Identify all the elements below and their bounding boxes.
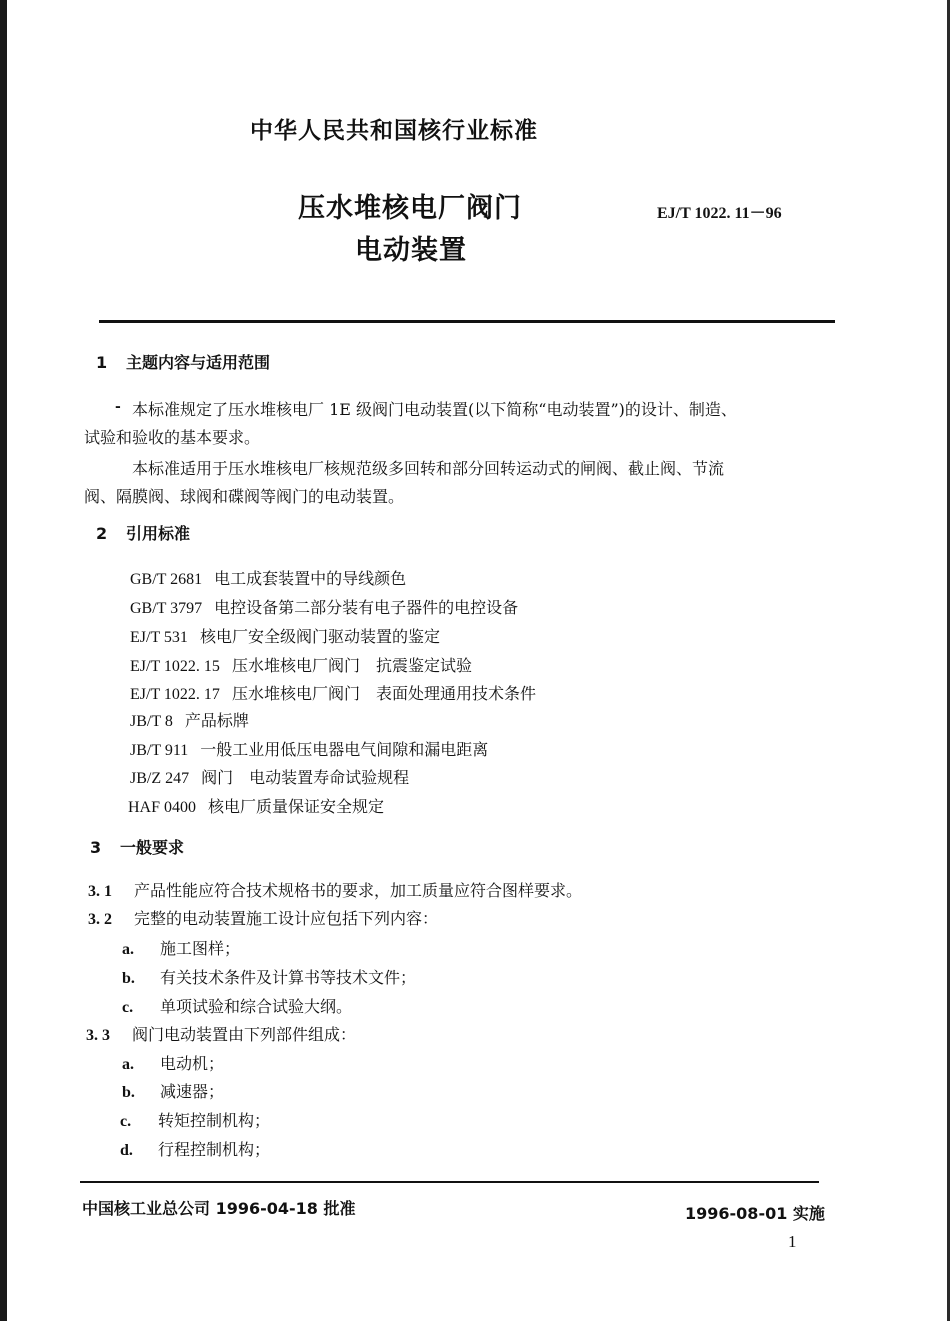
section-number: 2 — [96, 524, 108, 543]
list-item-text: 行程控制机构； — [158, 1140, 271, 1159]
clause-3-2 — [88, 906, 438, 929]
standard-number: EJ/T 1022. 11－96 — [657, 205, 782, 222]
list-item-text: 电动机； — [160, 1054, 225, 1073]
clause-text: 完整的电动装置施工设计应包括下列内容： — [134, 909, 439, 928]
reference-title: 一般工业用低压电器电气间隙和漏电距离 — [200, 740, 489, 759]
clause-text: 阀门电动装置由下列部件组成： — [132, 1025, 357, 1044]
list-item — [122, 994, 352, 1017]
reference-item — [130, 737, 488, 760]
reference-code: EJ/T 1022. 15 — [130, 658, 220, 675]
paragraph-2-line-1: 本标准适用于压水堆核电厂核规范级多回转和部分回转运动式的闸阀、截止阀、节流 — [132, 459, 725, 478]
reference-code: EJ/T 1022. 17 — [130, 686, 220, 703]
list-item — [122, 1051, 224, 1074]
scan-left-edge — [0, 0, 7, 1321]
reference-title: 压水堆核电厂阀门 表面处理通用技术条件 — [231, 684, 536, 703]
reference-code: EJ/T 531 — [130, 629, 188, 646]
scan-mark: - — [115, 399, 121, 415]
approval-line: 中国核工业总公司 1996-04-18 批准 — [82, 1199, 356, 1218]
list-item-label: d. — [120, 1142, 133, 1159]
footer-divider — [80, 1181, 819, 1183]
list-item-label: c. — [122, 999, 134, 1016]
reference-code: JB/Z 247 — [130, 770, 190, 787]
reference-code: JB/T 8 — [130, 713, 173, 730]
section-title: 引用标准 — [126, 524, 191, 543]
list-item — [122, 1079, 224, 1102]
section-2-heading — [96, 521, 190, 544]
page-number: 1 — [788, 1232, 797, 1251]
list-item-text: 单项试验和综合试验大纲。 — [160, 997, 353, 1016]
clause-number: 3. 2 — [88, 911, 112, 928]
list-item-label: b. — [122, 970, 135, 987]
paragraph-1-line-1: 本标准规定了压水堆核电厂 1E 级阀门电动装置(以下简称“电动装置”)的设计、制造、 — [132, 400, 737, 419]
reference-code: GB/T 2681 — [130, 571, 203, 588]
reference-title: 电工成套装置中的导线颜色 — [214, 569, 407, 588]
list-item-text: 转矩控制机构； — [158, 1111, 271, 1130]
reference-title: 核电厂安全级阀门驱动装置的鉴定 — [199, 627, 440, 646]
section-3-heading — [90, 835, 184, 858]
reference-title: 产品标牌 — [184, 711, 249, 730]
list-item-label: a. — [122, 941, 134, 958]
paragraph-1-line-2: 试验和验收的基本要求。 — [84, 428, 261, 447]
reference-title: 阀门 电动装置寿命试验规程 — [201, 768, 410, 787]
reference-code: JB/T 911 — [130, 742, 189, 759]
document-title-line2: 电动装置 — [355, 235, 467, 266]
reference-item — [130, 653, 472, 676]
reference-item — [128, 794, 384, 817]
section-title: 一般要求 — [120, 838, 185, 857]
list-item-text: 减速器； — [160, 1082, 225, 1101]
reference-item — [130, 681, 536, 704]
clause-3-3 — [86, 1022, 356, 1045]
list-item-label: a. — [122, 1056, 134, 1073]
document-header: 中华人民共和国核行业标准 — [250, 118, 538, 144]
list-item-text: 有关技术条件及计算书等技术文件； — [160, 968, 417, 987]
reference-code: GB/T 3797 — [130, 600, 203, 617]
list-item — [120, 1137, 270, 1160]
section-title: 主题内容与适用范围 — [126, 353, 271, 372]
list-item — [120, 1108, 270, 1131]
clause-3-1 — [88, 878, 582, 901]
paragraph-2-line-2: 阀、隔膜阀、球阀和碟阀等阀门的电动装置。 — [84, 487, 405, 506]
list-item — [122, 936, 240, 959]
section-number: 3 — [90, 838, 102, 857]
list-item — [122, 965, 416, 988]
section-1-heading — [96, 350, 270, 373]
reference-item — [130, 624, 440, 647]
implementation-line: 1996-08-01 实施 — [685, 1204, 825, 1223]
document-title-line1: 压水堆核电厂阀门 — [298, 193, 522, 224]
reference-item — [130, 765, 409, 788]
section-number: 1 — [96, 353, 108, 372]
reference-title: 压水堆核电厂阀门 抗震鉴定试验 — [231, 656, 472, 675]
list-item-label: b. — [122, 1084, 135, 1101]
reference-code: HAF 0400 — [128, 799, 197, 816]
reference-title: 核电厂质量保证安全规定 — [208, 797, 385, 816]
list-item-text: 施工图样； — [160, 939, 241, 958]
reference-item — [130, 566, 406, 589]
header-divider — [99, 320, 835, 323]
reference-item — [130, 708, 249, 731]
clause-number: 3. 1 — [88, 883, 112, 900]
list-item-label: c. — [120, 1113, 132, 1130]
clause-number: 3. 3 — [86, 1027, 110, 1044]
reference-title: 电控设备第二部分装有电子器件的电控设备 — [214, 598, 519, 617]
reference-item — [130, 595, 518, 618]
clause-text: 产品性能应符合技术规格书的要求，加工质量应符合图样要求。 — [134, 881, 583, 900]
